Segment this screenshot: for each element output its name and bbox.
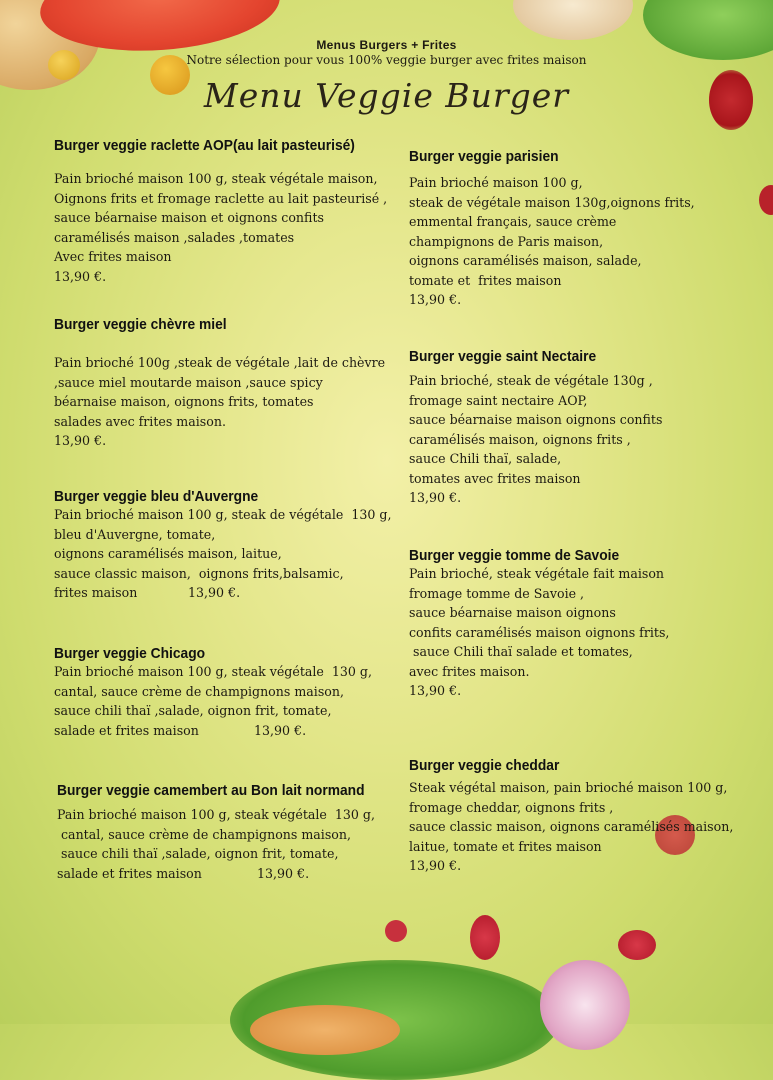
onion-image <box>540 960 630 1050</box>
item-name: Burger veggie cheddar <box>409 757 560 774</box>
item-name: Burger veggie camembert au Bon lait normand <box>57 782 365 799</box>
item-description: Pain brioché 100g ,steak de végétale ,lait de chèvre ,sauce miel moutarde maison ,sauce spicy béarnaise maison, oignons frits, tomates salades avec frites maison. <box>54 355 386 429</box>
item-description: Pain brioché maison 100 g, steak végétale 130 g, cantal, sauce crème de champignons maison, sauce chili thaï ,salade, oignon frit, tomate, salade et frites maison <box>57 807 375 881</box>
item-name: Burger veggie saint Nectaire <box>409 348 597 365</box>
item-name: Burger veggie Chicago <box>54 645 206 662</box>
pepper-image <box>618 930 656 960</box>
bun-image <box>250 1005 400 1055</box>
item-description: Pain brioché maison 100 g, steak de végétale maison 130g,oignons frits, emmental français, sauce crème champignons de Paris maison, oignons caramélisés maison, salade, tomate et frites maison <box>409 175 695 288</box>
item-name: Burger veggie raclette AOP(au lait pasteurisé) <box>54 137 355 154</box>
item-price: 13,90 €. <box>188 585 241 600</box>
menu-item <box>54 488 414 603</box>
item-price: 13,90 €. <box>409 858 462 873</box>
item-price: 13,90 €. <box>409 683 462 698</box>
item-price: 13,90 €. <box>409 490 462 505</box>
menu-item <box>57 782 427 883</box>
item-price: 13,90 €. <box>257 865 310 881</box>
item-name: Burger veggie chèvre miel <box>54 316 227 333</box>
pepper-image <box>385 920 407 942</box>
menu-item <box>409 348 769 508</box>
item-price: 13,90 €. <box>254 722 307 738</box>
item-description: Pain brioché maison 100 g, steak de végétale 130 g, bleu d'Auvergne, tomate, oignons caramélisés maison, laitue, sauce classic maison, oignons frits,balsamic, frites maison <box>54 507 392 600</box>
item-name: Burger veggie bleu d'Auvergne <box>54 488 259 505</box>
item-description: Pain brioché, steak de végétale 130g , fromage saint nectaire AOP, sauce béarnaise maison oignons confits caramélisés maison, oignons frits , sauce Chili thaï, salade, tomates avec frites maison <box>409 373 663 486</box>
item-price: 13,90 €. <box>54 433 107 448</box>
item-price: 13,90 €. <box>54 268 107 284</box>
item-description: Pain brioché maison 100 g, steak végétale maison, Oignons frits et fromage raclette au lait pasteurisé , sauce béarnaise maison et oignons confits caramélisés maison ,salades ,tomates Avec frites maison <box>54 171 388 264</box>
item-description: Steak végétal maison, pain brioché maison 100 g, fromage cheddar, oignons frits , sauce classic maison, oignons caramélisés maison, laitue, tomate et frites maison <box>409 780 734 854</box>
menu-item <box>409 547 769 701</box>
item-description: Pain brioché, steak végétale fait maison fromage tomme de Savoie , sauce béarnaise maison oignons confits caramélisés maison oignons frits, sauce Chili thaï salade et tomates, avec frites maison. <box>409 566 670 679</box>
item-price: 13,90 €. <box>409 292 462 307</box>
menu-item <box>409 148 769 310</box>
menu-item <box>54 645 414 740</box>
menu-script-title: Menu Veggie Burger <box>203 76 570 115</box>
pepper-image <box>470 915 500 960</box>
menu-item <box>409 757 769 876</box>
item-description: Pain brioché maison 100 g, steak végétale 130 g, cantal, sauce crème de champignons maison, sauce chili thaï ,salade, oignon frit, tomate, salade et frites maison <box>54 664 372 738</box>
menu-subtitle: Notre sélection pour vous 100% veggie burger avec frites maison <box>186 53 587 67</box>
menu-item <box>54 137 414 286</box>
bread-image <box>513 0 633 40</box>
item-name: Burger veggie parisien <box>409 148 559 165</box>
item-name: Burger veggie tomme de Savoie <box>409 547 620 564</box>
menu-heading: Menus Burgers + Frites <box>316 38 457 52</box>
menu-item <box>54 316 414 451</box>
